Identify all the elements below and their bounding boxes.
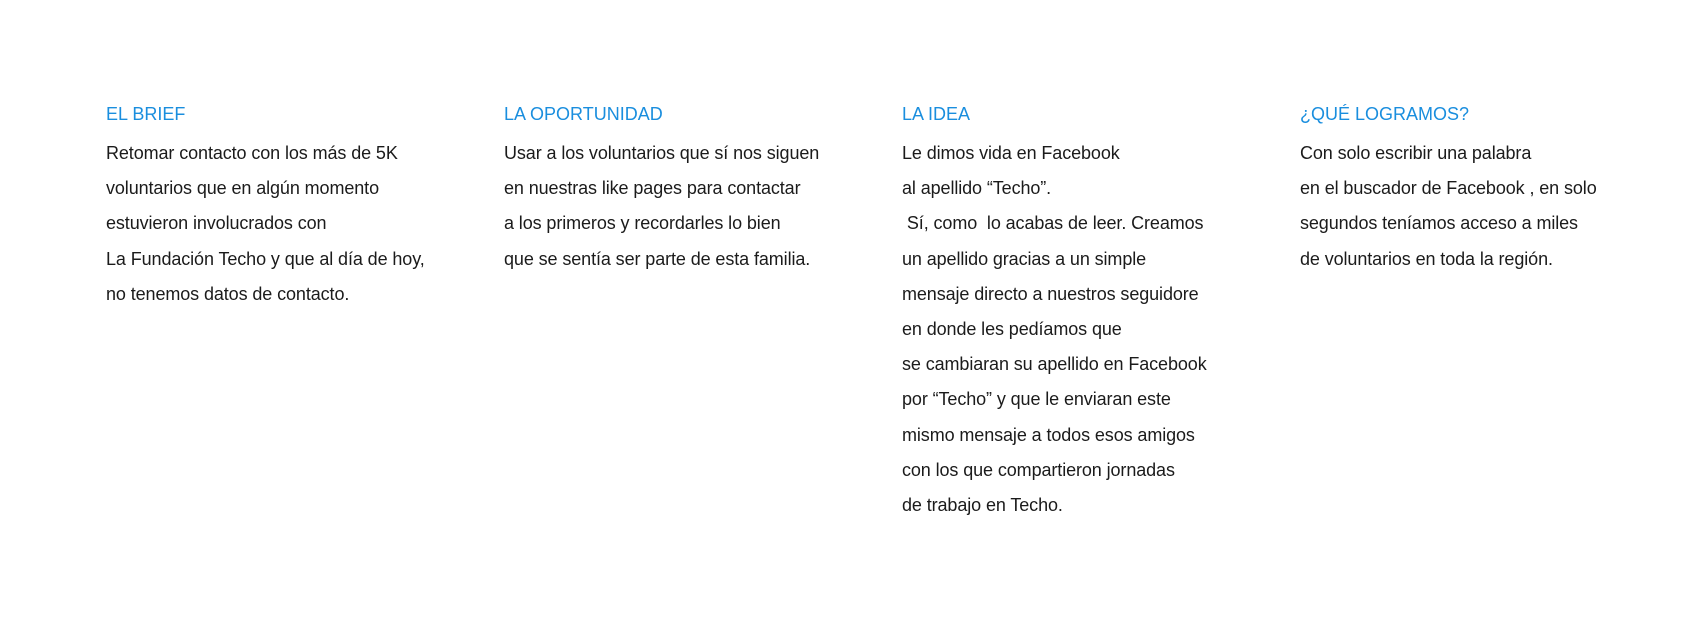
section-title-brief: EL BRIEF <box>106 104 186 124</box>
text-line: mismo mensaje a todos esos amigos <box>902 424 1195 445</box>
case-study-columns <box>0 101 1700 642</box>
text-line: Con solo escribir una palabra <box>1300 143 1532 163</box>
section-results <box>1300 101 1660 277</box>
text-line: segundos teníamos acceso a miles <box>1300 213 1578 234</box>
text-line: La Fundación Techo y que al día de hoy, <box>106 248 425 269</box>
section-body-brief <box>106 136 466 312</box>
text-line: a los primeros y recordarles lo bien <box>504 213 781 234</box>
text-line: no tenemos datos de contacto. <box>106 283 350 304</box>
section-body-opportunity <box>504 136 864 277</box>
text-line: por “Techo” y que le enviaran este <box>902 389 1171 410</box>
text-line: un apellido gracias a un simple <box>902 248 1147 269</box>
section-title-opportunity: LA OPORTUNIDAD <box>504 104 663 124</box>
text-line: de voluntarios en toda la región. <box>1300 248 1553 269</box>
text-line: Sí, como lo acabas de leer. Creamos <box>902 213 1204 234</box>
section-idea <box>902 101 1262 523</box>
text-line: estuvieron involucrados con <box>106 213 327 234</box>
text-line: al apellido “Techo”. <box>902 178 1052 199</box>
text-line: con los que compartieron jornadas <box>902 459 1175 480</box>
section-title-results: ¿QUÉ LOGRAMOS? <box>1300 104 1470 124</box>
text-line: voluntarios que en algún momento <box>106 178 379 199</box>
section-body-idea <box>902 136 1262 523</box>
section-brief <box>106 101 466 312</box>
text-line: se cambiaran su apellido en Facebook <box>902 354 1207 375</box>
section-body-results <box>1300 136 1660 277</box>
text-line: Retomar contacto con los más de 5K <box>106 143 398 163</box>
text-line: Usar a los voluntarios que sí nos siguen <box>504 143 820 163</box>
text-line: en donde les pedíamos que <box>902 319 1122 340</box>
section-opportunity <box>504 101 864 277</box>
text-line: de trabajo en Techo. <box>902 495 1063 516</box>
text-line: en el buscador de Facebook , en solo <box>1300 178 1597 199</box>
text-line: Le dimos vida en Facebook <box>902 143 1120 163</box>
text-line: que se sentía ser parte de esta familia. <box>504 248 811 269</box>
text-line: en nuestras like pages para contactar <box>504 178 801 199</box>
section-title-idea: LA IDEA <box>902 104 971 124</box>
text-line: mensaje directo a nuestros seguidore <box>902 283 1199 304</box>
